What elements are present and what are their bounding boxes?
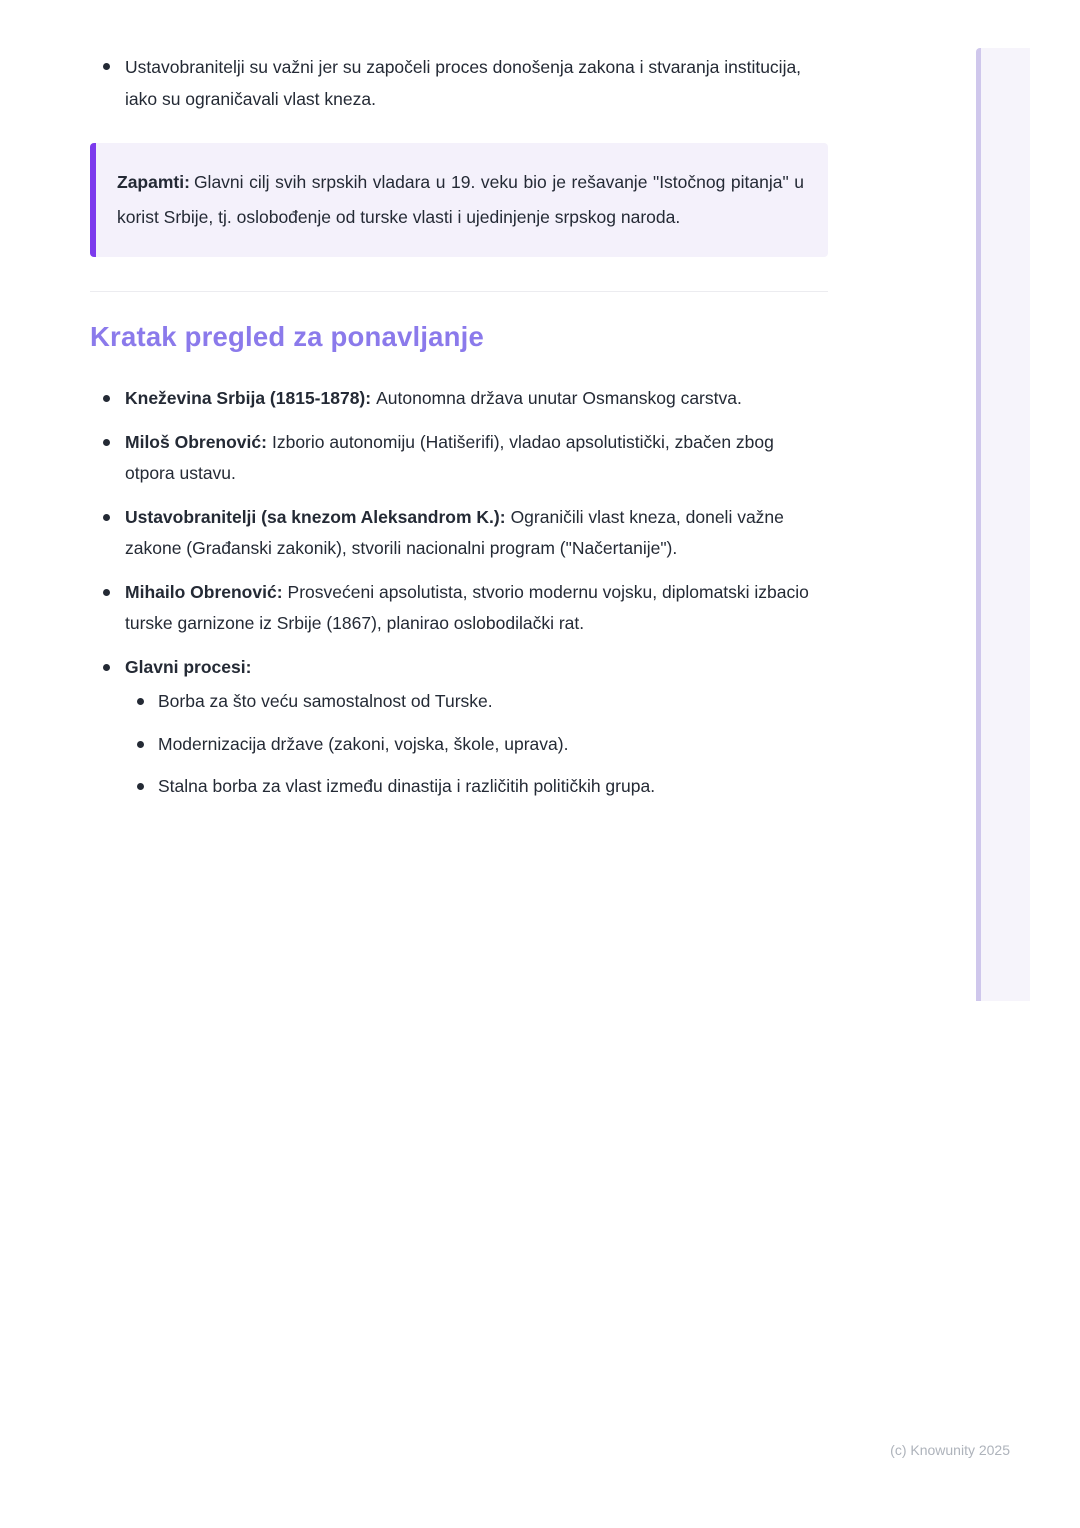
list-item-text: Ustavobranitelji su važni jer su započeli proces donošenja zakona i stvaranja institucija, iako su ograničavali vlast kneza. <box>125 57 802 109</box>
callout-label: Zapamti: <box>117 172 190 192</box>
bullet-dot-icon <box>103 664 110 671</box>
bullet-dot-icon <box>137 783 144 790</box>
bullet-dot-icon <box>103 439 110 446</box>
copyright-notice: (c) Knowunity 2025 <box>890 1442 1010 1458</box>
list-item <box>90 383 828 415</box>
list-item-text <box>125 652 256 684</box>
page-content <box>90 0 828 815</box>
section-divider <box>90 291 828 292</box>
list-item <box>90 577 828 640</box>
sub-list-item-text: Modernizacija države (zakoni, vojska, škole, uprava). <box>158 733 569 754</box>
bullet-dot-icon <box>137 698 144 705</box>
intro-bullet-list <box>90 51 828 115</box>
sub-bullet-list <box>90 686 828 803</box>
section-title: Kratak pregled za ponavljanje <box>90 321 484 352</box>
list-item-text: Kneževina Srbija (1815-1878): Autonomna država unutar Osmanskog carstva. <box>125 388 742 408</box>
sub-list-item <box>137 771 828 803</box>
list-item-lead: Glavni procesi: <box>125 656 252 677</box>
bullet-dot-icon <box>103 395 110 402</box>
list-item-text: Mihailo Obrenović: Prosvećeni apsolutista, stvorio modernu vojsku, diplomatski izbacio turske garnizone iz Srbije (1867), planirao oslobodilački rat. <box>125 581 809 633</box>
list-item-text: Miloš Obrenović: Izborio autonomiju (Hatišerifi), vladao apsolutistički, zbačen zbog otpora ustavu. <box>125 431 774 483</box>
bullet-dot-icon <box>103 63 110 70</box>
list-item-text: Ustavobranitelji (sa knezom Aleksandrom K.): Ograničili vlast kneza, doneli važne zakone (Građanski zakonik), stvorili nacionalni program ("Načertanije"). <box>125 506 784 558</box>
list-item <box>90 427 828 490</box>
list-item <box>103 51 828 115</box>
list-item <box>90 502 828 565</box>
list-item-lead: Ustavobranitelji (sa knezom Aleksandrom K.): <box>125 506 506 527</box>
list-item-lead: Kneževina Srbija (1815-1878): <box>125 388 372 408</box>
bullet-dot-icon <box>103 514 110 521</box>
list-item-lead: Mihailo Obrenović: <box>125 581 283 602</box>
sub-list-item-text: Borba za što veću samostalnost od Turske. <box>158 691 493 711</box>
reminder-callout <box>90 143 828 257</box>
bullet-dot-icon <box>137 741 144 748</box>
sub-list-item-text: Stalna borba za vlast između dinastija i različitih političkih grupa. <box>158 776 656 796</box>
sub-list-item <box>137 729 828 761</box>
summary-bullet-list <box>90 383 828 803</box>
callout-text: Glavni cilj svih srpskih vladara u 19. veku bio je rešavanje "Istočnog pitanja" u korist Srbije, tj. oslobođenje od turske vlasti i ujedinjenje srpskog naroda. <box>117 172 804 227</box>
bullet-dot-icon <box>103 589 110 596</box>
list-item <box>90 652 828 803</box>
next-page-edge <box>976 48 1030 1001</box>
list-item-lead: Miloš Obrenović: <box>125 431 267 452</box>
sub-list-item <box>137 686 828 718</box>
callout-paragraph <box>117 165 804 235</box>
